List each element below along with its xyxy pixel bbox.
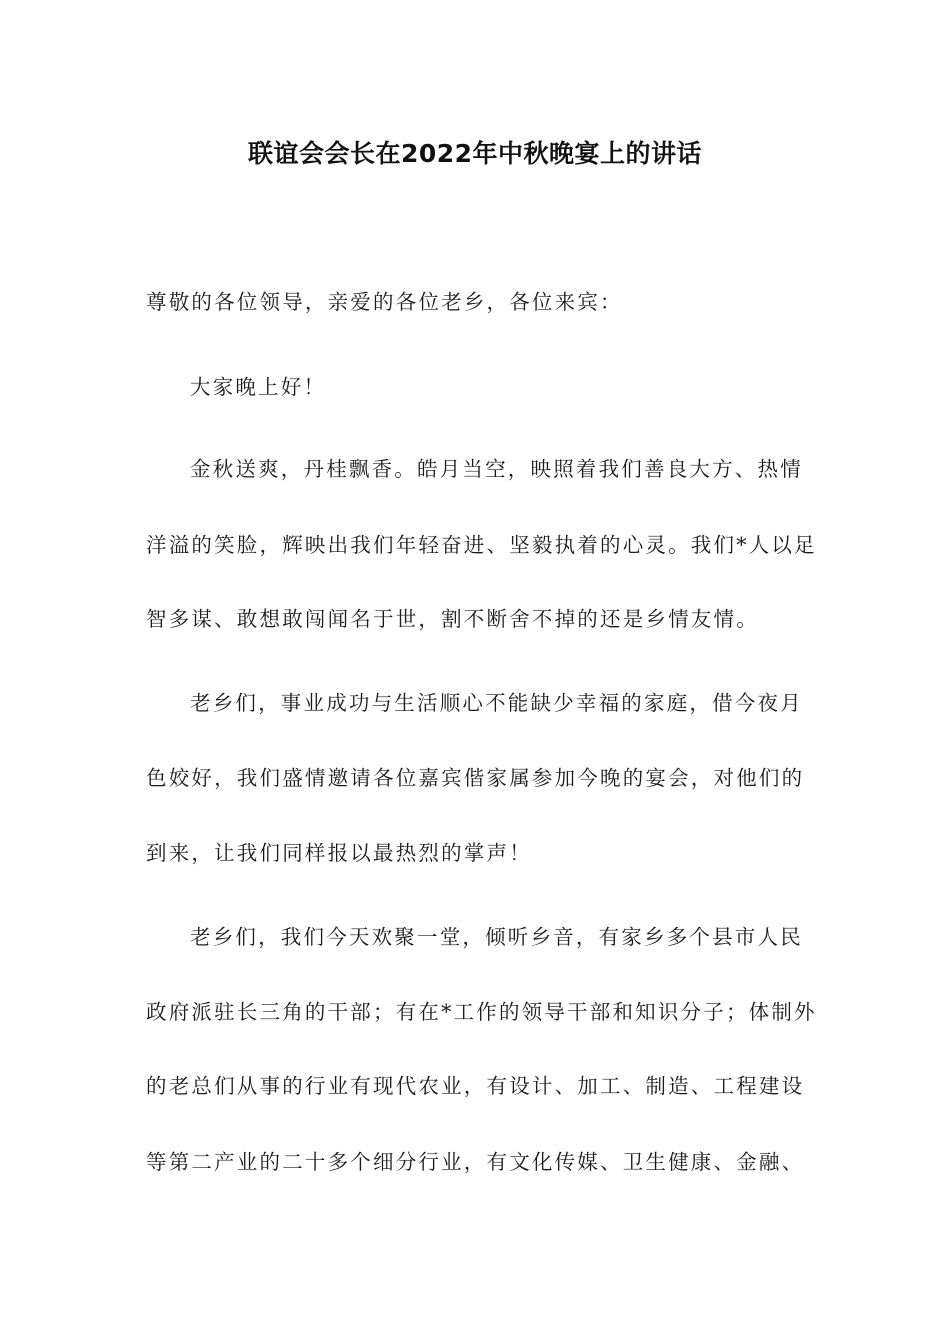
paragraph-2-line-3: 到来，让我们同样报以最热烈的掌声！ bbox=[146, 841, 532, 865]
greeting-line: 大家晚上好！ bbox=[190, 375, 327, 399]
paragraph-1-line-2: 洋溢的笑脸，辉映出我们年轻奋进、坚毅执着的心灵。我们*人以足 bbox=[146, 533, 817, 557]
paragraph-1-line-3: 智多谋、敢想敢闯闻名于世，割不断舍不掉的还是乡情友情。 bbox=[146, 607, 759, 631]
document-title: 联谊会会长在2022年中秋晚宴上的讲话 bbox=[247, 139, 703, 168]
salutation-line: 尊敬的各位领导，亲爱的各位老乡，各位来宾： bbox=[146, 290, 623, 314]
paragraph-3-line-4: 等第二产业的二十多个细分行业，有文化传媒、卫生健康、金融、 bbox=[146, 1150, 805, 1174]
paragraph-3-line-2: 政府派驻长三角的干部；有在*工作的领导干部和知识分子；体制外 bbox=[146, 1000, 817, 1024]
paragraph-2-line-2: 色姣好，我们盛情邀请各位嘉宾偕家属参加今晚的宴会，对他们的 bbox=[146, 766, 805, 790]
paragraph-2-line-1: 老乡们，事业成功与生活顺心不能缺少幸福的家庭，借今夜月 bbox=[190, 691, 803, 715]
paragraph-3-line-3: 的老总们从事的行业有现代农业，有设计、加工、制造、工程建设 bbox=[146, 1074, 805, 1098]
paragraph-3-line-1: 老乡们，我们今天欢聚一堂，倾听乡音，有家乡多个县市人民 bbox=[190, 925, 803, 949]
paragraph-1-line-1: 金秋送爽，丹桂飘香。皓月当空，映照着我们善良大方、热情 bbox=[190, 457, 803, 481]
